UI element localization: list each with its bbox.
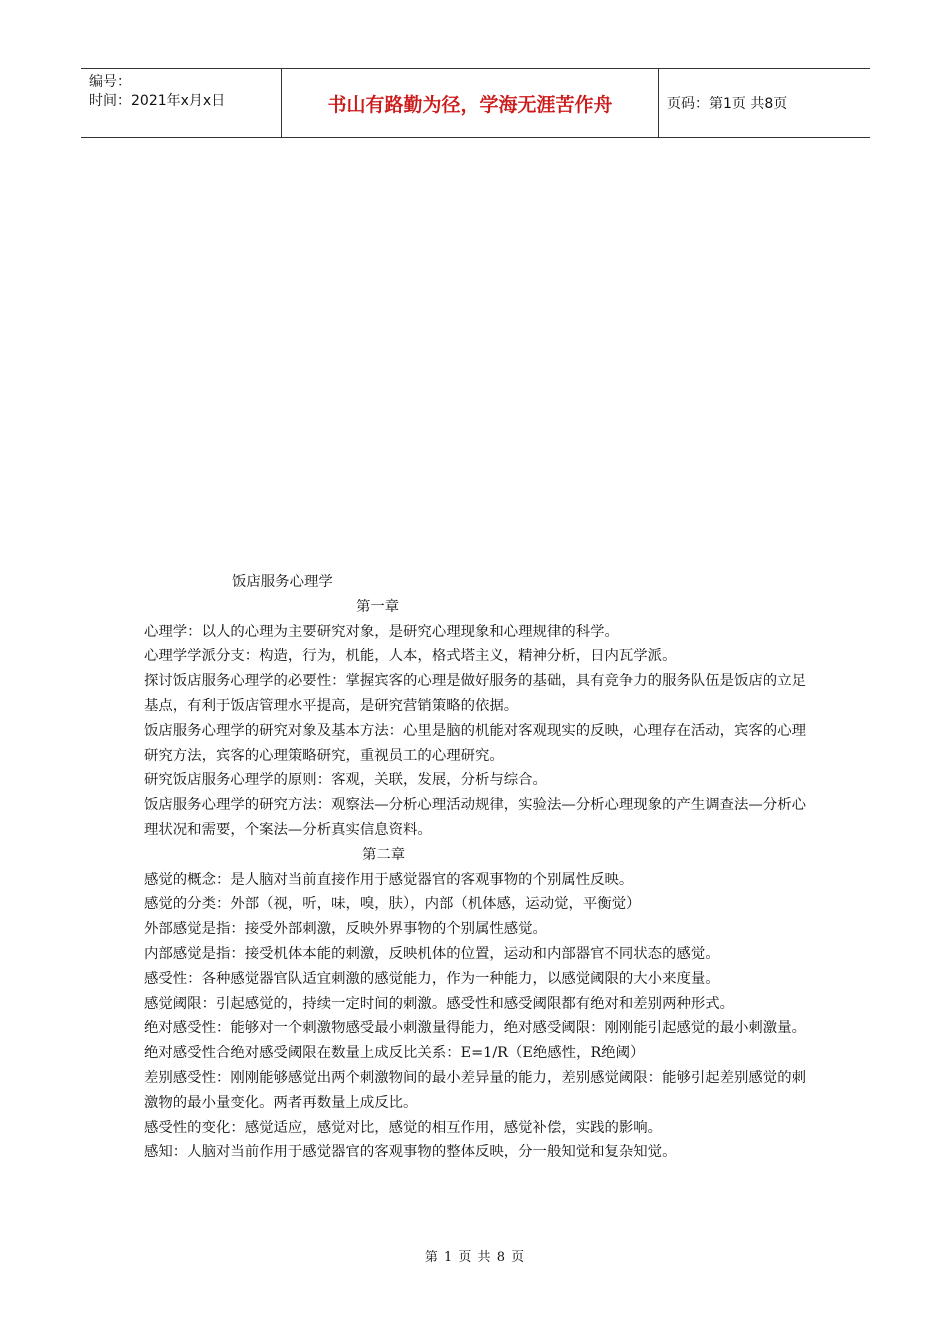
chapter-heading-2: 第二章 <box>362 846 406 863</box>
paragraph: 研究饭店服务心理学的原则：客观，关联，发展，分析与综合。 <box>144 772 547 789</box>
number-label: 编号： <box>89 74 131 90</box>
document-header <box>81 68 870 138</box>
paragraph: 感觉的概念：是人脑对当前直接作用于感觉器官的客观事物的个别属性反映。 <box>144 871 634 888</box>
header-motto: 书山有路勤为径，学海无涯苦作舟 <box>281 69 659 137</box>
paragraph: 感觉阈限：引起感觉的，持续一定时间的刺激。感受性和感受阈限都有绝对和差别两种形式。 <box>144 995 735 1012</box>
document-title: 饭店服务心理学 <box>232 574 333 590</box>
page-footer: 第 1 页 共 8 页 <box>424 1250 526 1265</box>
paragraph: 感受性的变化：感觉适应，感觉对比，感觉的相互作用，感觉补偿，实践的影响。 <box>144 1119 663 1136</box>
time-label: 时间：2021年x月x日 <box>89 93 226 109</box>
header-meta <box>81 69 281 137</box>
paragraph: 饭店服务心理学的研究方法：观察法—分析心理活动规律，实验法—分析心理现象的产生调查法—分析心理状况和需要，个案法—分析真实信息资料。 <box>144 797 806 838</box>
paragraph: 心理学：以人的心理为主要研究对象，是研究心理现象和心理规律的科学。 <box>144 623 619 640</box>
document-body <box>144 570 814 1165</box>
paragraph: 差别感受性：刚刚能够感觉出两个刺激物间的最小差异量的能力，差别感觉阈限：能够引起差别感觉的刺激物的最小量变化。两者再数量上成反比。 <box>144 1069 806 1111</box>
chapter-heading-1: 第一章 <box>356 598 400 615</box>
header-page-info: 页码：第1页 共8页 <box>667 96 788 112</box>
paragraph: 感受性：各种感觉器官队适宜刺激的感觉能力，作为一种能力，以感觉阈限的大小来度量。 <box>144 970 720 987</box>
paragraph: 心理学学派分支：构造，行为，机能，人本，格式塔主义，精神分析，日内瓦学派。 <box>144 648 677 665</box>
paragraph: 感觉的分类：外部（视，听，味，嗅，肤），内部（机体感，运动觉，平衡觉） <box>144 896 641 913</box>
paragraph: 内部感觉是指：接受机体本能的刺激，反映机体的位置，运动和内部器官不同状态的感觉。 <box>144 945 720 962</box>
paragraph: 饭店服务心理学的研究对象及基本方法：心里是脑的机能对客观现实的反映，心理存在活动，宾客的心理研究方法，宾客的心理策略研究，重视员工的心理研究。 <box>144 722 806 764</box>
paragraph: 探讨饭店服务心理学的必要性：掌握宾客的心理是做好服务的基础，具有竞争力的服务队伍是饭店的立足基点，有利于饭店管理水平提高，是研究营销策略的依据。 <box>144 673 806 714</box>
paragraph: 感知：人脑对当前作用于感觉器官的客观事物的整体反映，分一般知觉和复杂知觉。 <box>144 1144 677 1161</box>
paragraph: 外部感觉是指：接受外部刺激，反映外界事物的个别属性感觉。 <box>144 921 547 938</box>
paragraph: 绝对感受性：能够对一个刺激物感受最小刺激量得能力，绝对感受阈限：刚刚能引起感觉的最小刺激量。绝对感受性合绝对感受阈限在数量上成反比关系：E=1/R（E绝感性，R绝阈） <box>144 1020 806 1062</box>
